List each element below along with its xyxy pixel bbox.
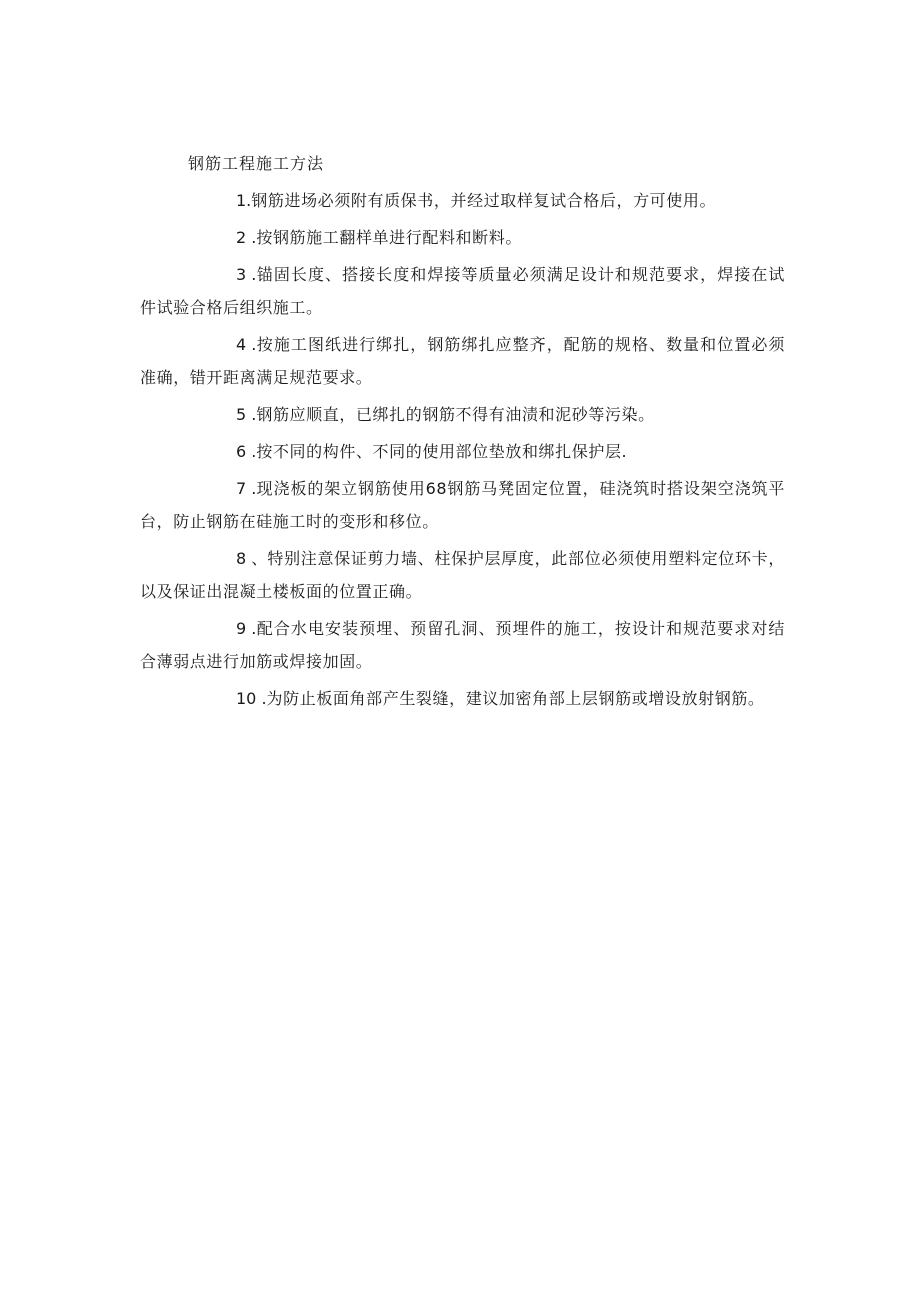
list-item [140,612,785,682]
item-number: 1. [236,191,252,210]
item-number: 6 . [236,442,257,461]
list-item [140,221,785,258]
list-item [140,258,785,328]
list-item [140,472,785,542]
list-item [140,682,785,719]
document-body [140,148,785,719]
item-number: 10 . [236,689,267,708]
item-text: 特别注意保证剪力墙、柱保护层厚度，此部位必须使用塑料定位环卡，以及保证出混凝土楼板面的位置正确。 [140,549,785,601]
item-number: 7 . [236,479,257,498]
list-item [140,328,785,398]
item-number: 8 、 [236,549,268,568]
item-text: 按钢筋施工翻样单进行配料和断料。 [256,228,522,247]
item-text: 锚固长度、搭接长度和焊接等质量必须满足设计和规范要求，焊接在试件试验合格后组织施工。 [140,265,785,317]
item-text: 按施工图纸进行绑扎，钢筋绑扎应整齐，配筋的规格、数量和位置必须准确，错开距离满足规范要求。 [140,335,785,387]
list-item [140,435,785,472]
item-text: 配合水电安装预埋、预留孔洞、预埋件的施工，按设计和规范要求对结合薄弱点进行加筋或焊接加固。 [140,619,785,671]
item-number: 5 . [236,405,257,424]
list-item [140,542,785,612]
item-number: 3 . [236,265,257,284]
list-item [140,184,785,221]
item-number: 9 . [236,619,257,638]
item-text: 现浇板的架立钢筋使用68钢筋马凳固定位置，硅浇筑时搭设架空浇筑平台，防止钢筋在硅施工时的变形和移位。 [140,479,785,531]
item-text: 按不同的构件、不同的使用部位垫放和绑扎保护层. [256,442,628,461]
list-item [140,398,785,435]
item-number: 4 . [236,335,257,354]
item-text: 钢筋应顺直，已绑扎的钢筋不得有油渍和泥砂等污染。 [256,405,655,424]
item-text: 钢筋进场必须附有质保书，并经过取样复试合格后，方可使用。 [251,191,717,210]
item-text: 为防止板面角部产生裂缝，建议加密角部上层钢筋或增设放射钢筋。 [266,689,765,708]
item-number: 2 . [236,228,257,247]
document-title: 钢筋工程施工方法 [188,154,325,173]
